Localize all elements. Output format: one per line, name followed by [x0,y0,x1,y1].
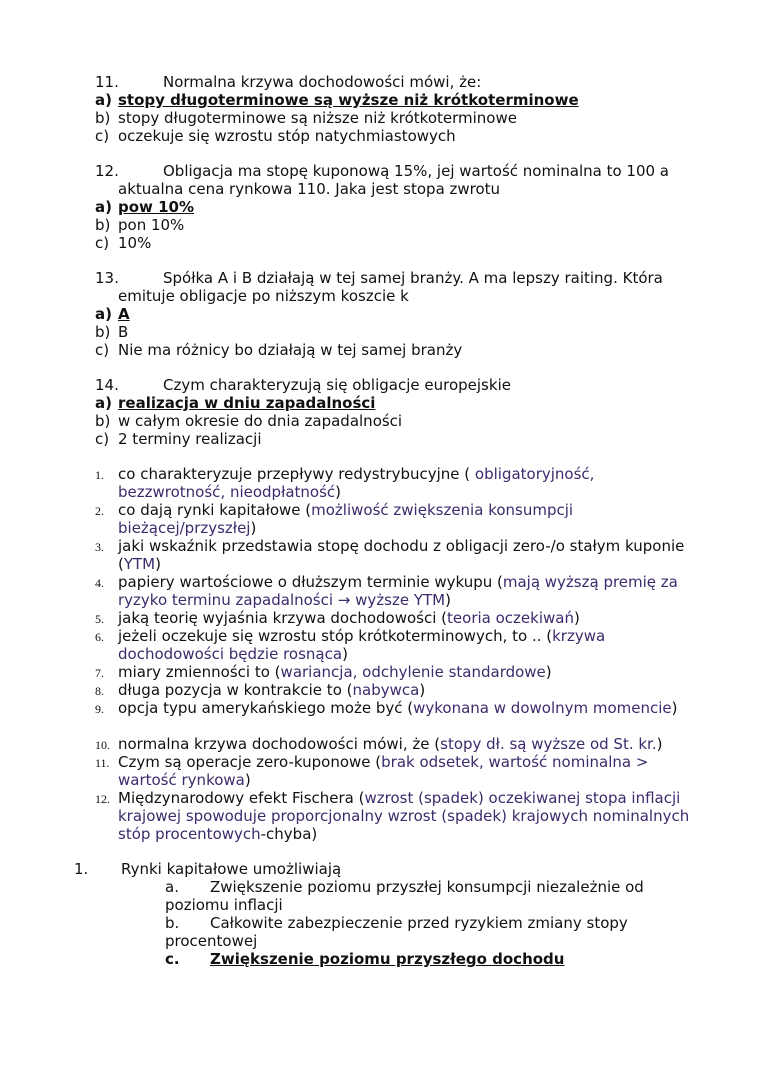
note-item: 1. co charakteryzuje przepływy redystrybucyjne ( obligatoryjność, bezzwrotność, nieodpłatność) [95,465,595,501]
note-answer: wariancja, odchylenie standardowe [280,663,546,681]
note-item: 8. długa pozycja w kontrakcie to (nabywca) [95,681,426,699]
answer-option: b) stopy długoterminowe są niższe niż krótkoterminowe [95,109,517,127]
note-answer: wzrost (spadek) oczekiwanej stopa inflacji krajowej spowoduje proporcjonalny wzrost (spadek) krajowych nominalnych stóp procentowych [118,789,690,843]
question-13 [95,269,695,305]
note-answer: możliwość zwiększenia konsumpcji bieżącej/przyszłej [118,501,574,537]
note-item: 7. miary zmienności to (wariancja, odchylenie standardowe) [95,663,552,681]
note-answer: brak odsetek, wartość nominalna > wartość rynkowa [118,753,649,789]
question-11 [95,73,695,91]
answer-option: c) Nie ma różnicy bo działają w tej samej branży [95,341,463,359]
section-option: b. Całkowite zabezpieczenie przed ryzykiem zmiany stopy procentowej [165,914,628,950]
answer-option-correct: a) pow 10% [95,198,195,216]
note-answer: wykonana w dowolnym momencie [413,699,672,717]
question-text-continued: emituje obligacje po niższym koszcie k [118,287,409,305]
note-item: 12. Międzynarodowy efekt Fischera (wzrost (spadek) oczekiwanej stopa inflacji krajowej spowoduje proporcjonalny wzrost (spadek) krajowych nominalnych stóp procentowych-chyba) [95,789,690,843]
note-item: 3. jaki wskaźnik przedstawia stopę dochodu z obligacji zero-/o stałym kuponie (YTM) [95,537,685,573]
question-text: Normalna krzywa dochodowości mówi, że: [163,73,482,91]
answer-option: b) pon 10% [95,216,185,234]
question-text-continued: aktualna cena rynkowa 110. Jaka jest stopa zwrotu [118,180,501,198]
question-number: 12. [95,162,119,180]
answer-option-correct: a) A [95,305,130,323]
note-item: 5. jaką teorię wyjaśnia krzywa dochodowości (teoria oczekiwań) [95,609,580,627]
note-answer: teoria oczekiwań [447,609,574,627]
answer-option: c) 10% [95,234,152,252]
note-answer: mają wyższą premię za ryzyko terminu zapadalności → wyższe YTM [118,573,678,609]
note-item: 6. jeżeli oczekuje się wzrostu stóp krótkoterminowych, to .. (krzywa dochodowości będzie rosnąca) [95,627,606,663]
answer-option-correct: a) realizacja w dniu zapadalności [95,394,376,412]
question-text: Obligacja ma stopę kuponową 15%, jej wartość nominalna to 100 a [163,162,669,180]
answer-option: b) B [95,323,129,341]
note-answer: stopy dł. są wyższe od St. kr. [440,735,657,753]
note-item: 11. Czym są operacje zero-kuponowe (brak odsetek, wartość nominalna > wartość rynkowa) [95,753,649,789]
note-answer: nabywca [352,681,420,699]
note-item: 2. co dają rynki kapitałowe (możliwość zwiększenia konsumpcji bieżącej/przyszłej) [95,501,574,537]
question-number: 11. [95,73,119,91]
answer-option: c) oczekuje się wzrostu stóp natychmiastowych [95,127,456,145]
section-option: a. Zwiększenie poziomu przyszłej konsumpcji niezależnie od poziomu inflacji [165,878,644,914]
note-answer: obligatoryjność, bezzwrotność, nieodpłatność [118,465,595,501]
question-text: Spółka A i B działają w tej samej branży. A ma lepszy raiting. Która [163,269,663,287]
note-answer: YTM [123,555,156,573]
section-option-correct: c. Zwiększenie poziomu przyszłego dochodu [165,950,565,968]
answer-option-correct: a) stopy długoterminowe są wyższe niż krótkoterminowe [95,91,579,109]
answer-option: c) 2 terminy realizacji [95,430,262,448]
note-item: 10. normalna krzywa dochodowości mówi, że (stopy dł. są wyższe od St. kr.) [95,735,663,753]
note-item: 4. papiery wartościowe o dłuższym terminie wykupu (mają wyższą premię za ryzyko terminu zapadalności → wyższe YTM) [95,573,678,609]
note-answer: krzywa dochodowości będzie rosnąca [118,627,606,663]
question-12 [95,162,695,198]
question-number: 14. [95,376,119,394]
note-item: 9. opcja typu amerykańskiego może być (wykonana w dowolnym momencie) [95,699,678,717]
section-heading: 1. Rynki kapitałowe umożliwiają [74,860,342,878]
question-14 [95,376,695,394]
question-text: Czym charakteryzują się obligacje europejskie [163,376,511,394]
answer-option: b) w całym okresie do dnia zapadalności [95,412,403,430]
question-number: 13. [95,269,119,287]
